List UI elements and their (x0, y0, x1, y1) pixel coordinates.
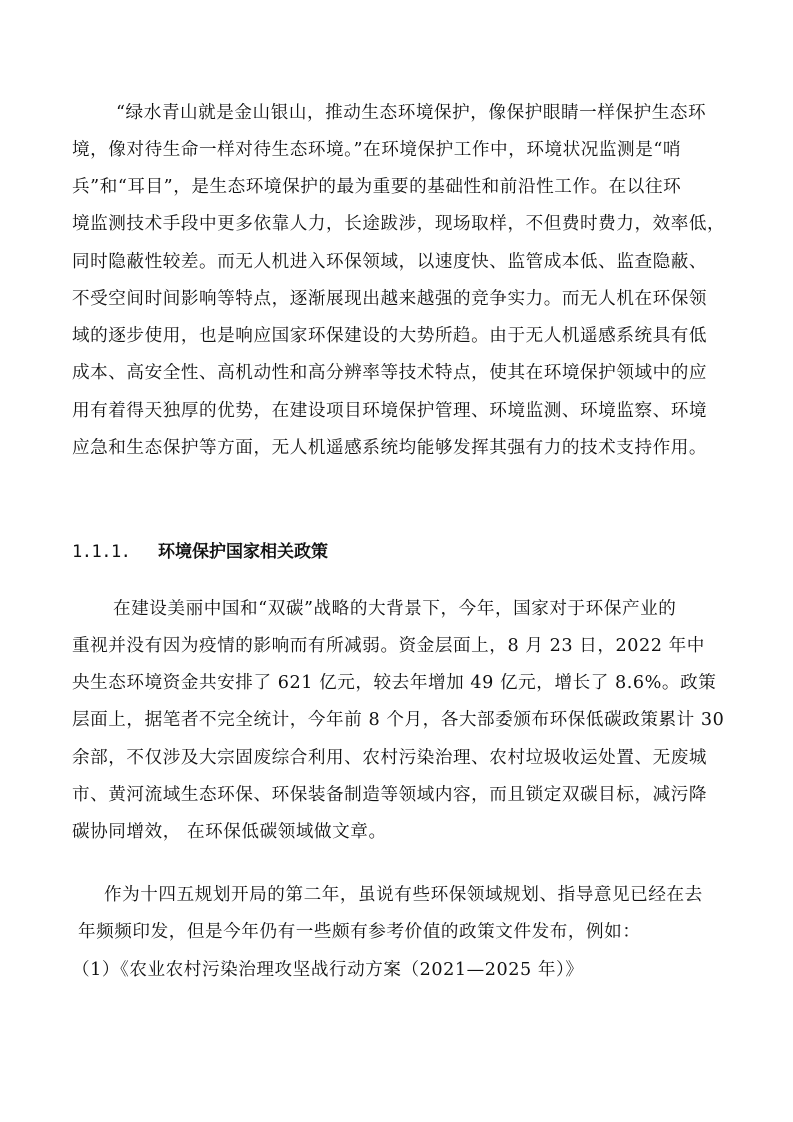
section-heading (72, 541, 328, 563)
text-line: 重视并没有因为疫情的影响而有所减弱。资金层面上，8 月 23 日，2022 年中 (72, 636, 705, 656)
text-line: 应急和生态保护等方面，无人机遥感系统均能够发挥其强有力的技术支持作用。 (72, 438, 708, 458)
text-line: “绿水青山就是金山银山，推动生态环境保护，像保护眼睛一样保护生态环 (116, 103, 707, 123)
text-line: 域的逐步使用，也是响应国家环保建设的大势所趋。由于无人机遥感系统具有低 (72, 326, 708, 346)
text-line: 境，像对待生命一样对待生态环境。”在环境保护工作中，环境状况监测是“哨 (72, 140, 682, 160)
section-number: 1.1.1. (72, 542, 131, 562)
text-line: 兵”和“耳目”，是生态环境保护的最为重要的基础性和前沿性工作。在以往环 (72, 177, 682, 197)
text-line: 不受空间时间影响等特点，逐渐展现出越来越强的竞争实力。而无人机在环保领 (72, 289, 708, 309)
text-line: 央生态环境资金共安排了 621 亿元，较去年增加 49 亿元，增长了 8.6%。政策 (72, 673, 717, 693)
text-line: 碳协同增效， 在环保低碳领域做文章。 (72, 822, 387, 842)
text-line: 年频频印发，但是今年仍有一些颇有参考价值的政策文件发布，例如： (78, 922, 641, 942)
text-line: 同时隐蔽性较差。而无人机进入环保领域，以速度快、监管成本低、监查隐蔽、 (72, 252, 708, 272)
text-line: 层面上，据笔者不完全统计，今年前 8 个月，各大部委颁布环保低碳政策累计 30 (72, 710, 725, 730)
text-line: 市、黄河流域生态环保、环保装备制造等领域内容，而且锁定双碳目标，减污降 (72, 785, 708, 805)
text-line: 成本、高安全性、高机动性和高分辨率等技术特点，使其在环境保护领域中的应 (72, 363, 708, 383)
text-line: 作为十四五规划开局的第二年，虽说有些环保领域规划、指导意见已经在去 (104, 885, 703, 905)
text-line: 境监测技术手段中更多依靠人力，长途跋涉，现场取样，不但费时费力，效率低， (72, 214, 726, 234)
text-line: 在建设美丽中国和“双碳”战略的大背景下，今年，国家对于环保产业的 (113, 599, 677, 619)
text-line: 用有着得天独厚的优势，在建设项目环境保护管理、环境监测、环境监察、环境 (72, 401, 708, 421)
list-item: （1）《农业农村污染治理攻坚战行动方案（2021—2025 年）》 (72, 960, 584, 980)
text-line: 余部，不仅涉及大宗固废综合利用、农村污染治理、农村垃圾收运处置、无废城 (72, 748, 708, 768)
section-title: 环境保护国家相关政策 (158, 542, 328, 562)
